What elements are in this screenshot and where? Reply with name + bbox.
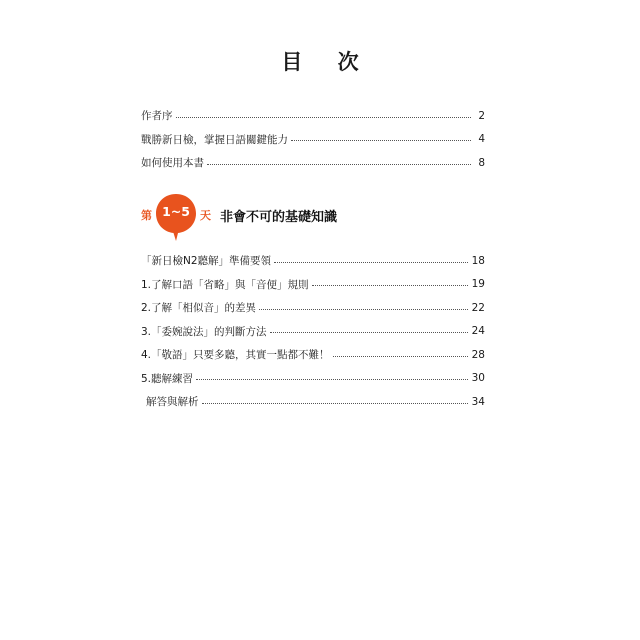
toc-entry-label: 如何使用本書 [141, 157, 204, 170]
dot-leader [207, 164, 471, 165]
dot-leader [312, 285, 468, 286]
toc-page-number: 8 [478, 156, 485, 169]
page-title: 目 次 [281, 50, 373, 74]
toc-entry[interactable] [141, 273, 485, 297]
toc-entry[interactable] [141, 367, 485, 391]
day-badge [155, 193, 197, 243]
toc-entry[interactable] [141, 128, 485, 152]
dot-leader [291, 140, 471, 141]
toc-entry-label: 5.聽解練習 [141, 372, 194, 385]
toc-page-number: 30 [471, 372, 485, 385]
toc-entry[interactable] [141, 249, 485, 273]
toc-entry-label: 3.「委婉說法」的判斷方法 [141, 325, 267, 338]
unit-toc-list [141, 249, 485, 414]
intro-toc-list [141, 104, 485, 175]
dot-leader [196, 379, 468, 380]
toc-entry-label: 「新日檢N2聽解」準備要領 [141, 255, 272, 268]
unit-header [141, 193, 461, 243]
section-title: 非會不可的基礎知識 [220, 210, 338, 225]
dot-leader [333, 356, 468, 357]
day-range: 1~5 [162, 204, 190, 219]
toc-page-number: 34 [471, 395, 485, 408]
dot-leader [274, 262, 468, 263]
day-prefix: 第 [141, 209, 152, 222]
toc-entry-label: 作者序 [141, 110, 173, 123]
toc-page-number: 18 [471, 254, 485, 267]
toc-entry[interactable] [141, 104, 485, 128]
toc-entry[interactable] [141, 296, 485, 320]
dot-leader [202, 403, 468, 404]
toc-entry[interactable] [141, 151, 485, 175]
toc-page-number: 22 [471, 301, 485, 314]
dot-leader [259, 309, 468, 310]
dot-leader [270, 332, 468, 333]
day-suffix: 天 [200, 209, 211, 222]
toc-entry-label: 4.「敬語」只要多聽，其實一點都不難！ [141, 349, 330, 362]
toc-entry[interactable] [141, 343, 485, 367]
dot-leader [176, 117, 472, 118]
toc-entry-label: 戰勝新日檢，掌握日語關鍵能力 [141, 133, 288, 146]
toc-entry-label: 2.了解「相似音」的差異 [141, 302, 257, 315]
toc-entry[interactable] [141, 320, 485, 344]
toc-entry[interactable] [141, 390, 485, 414]
toc-page-number: 19 [471, 278, 485, 291]
toc-page-number: 28 [471, 348, 485, 361]
toc-page-number: 4 [478, 133, 485, 146]
toc-entry-label: 1.了解口語「省略」與「音便」規則 [141, 278, 309, 291]
toc-page-number: 2 [478, 109, 485, 122]
toc-entry-label: 解答與解析 [146, 396, 199, 409]
toc-page-number: 24 [471, 325, 485, 338]
